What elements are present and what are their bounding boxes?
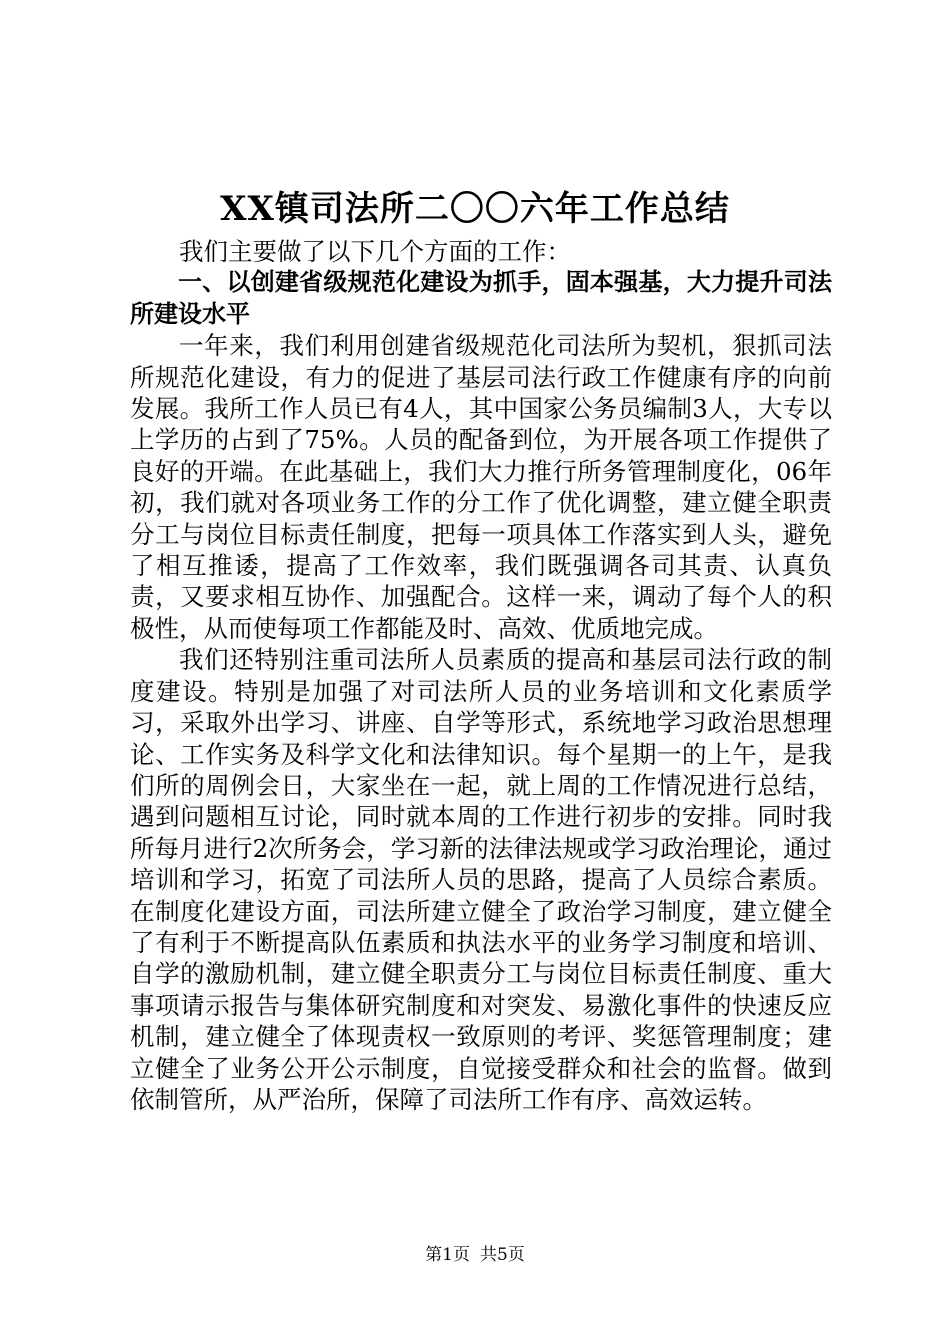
section-heading: 一、以创建省级规范化建设为抓手，固本强基，大力提升司法所建设水平 — [130, 268, 832, 328]
page-footer — [0, 1244, 950, 1266]
page-total: 共5页 — [480, 1245, 525, 1265]
document-body — [130, 236, 832, 1115]
body-paragraph: 我们还特别注重司法所人员素质的提高和基层司法行政的制度建设。特别是加强了对司法所人员的业务培训和文化素质学习，采取外出学习、讲座、自学等形式，系统地学习政治思想理论、工作实务及科学文化和法律知识。每个星期一的上午，是我们所的周例会日，大家坐在一起，就上周的工作情况进行总结，遇到问题相互讨论，同时就本周的工作进行初步的安排。同时我所每月进行2次所务会，学习新的法律法规或学习政治理论，通过培训和学习，拓宽了司法所人员的思路，提高了人员综合素质。在制度化建设方面，司法所建立健全了政治学习制度，建立健全了有利于不断提高队伍素质和执法水平的业务学习制度和培训、自学的激励机制，建立健全职责分工与岗位目标责任制度、重大事项请示报告与集体研究制度和对突发、易激化事件的快速反应机制，建立健全了体现责权一致原则的考评、奖惩管理制度；建立健全了业务公开公示制度，自觉接受群众和社会的监督。做到依制管所，从严治所，保障了司法所工作有序、高效运转。 — [130, 645, 832, 1114]
intro-paragraph: 我们主要做了以下几个方面的工作： — [179, 237, 571, 266]
body-paragraph: 一年来，我们利用创建省级规范化司法所为契机，狠抓司法所规范化建设，有力的促进了基层司法行政工作健康有序的向前发展。我所工作人员已有4人，其中国家公务员编制3人，大专以上学历的占到了75%。人员的配备到位，为开展各项工作提供了良好的开端。在此基础上，我们大力推行所务管理制度化，06年初，我们就对各项业务工作的分工作了优化调整，建立健全职责分工与岗位目标责任制度，把每一项具体工作落实到人头，避免了相互推诿，提高了工作效率，我们既强调各司其责、认真负责，又要求相互协作、加强配合。这样一来，调动了每个人的积极性，从而使每项工作都能及时、高效、优质地完成。 — [130, 331, 832, 643]
document-title: XX镇司法所二〇〇六年工作总结 — [220, 189, 730, 229]
page-number: 第1页 — [425, 1245, 470, 1265]
